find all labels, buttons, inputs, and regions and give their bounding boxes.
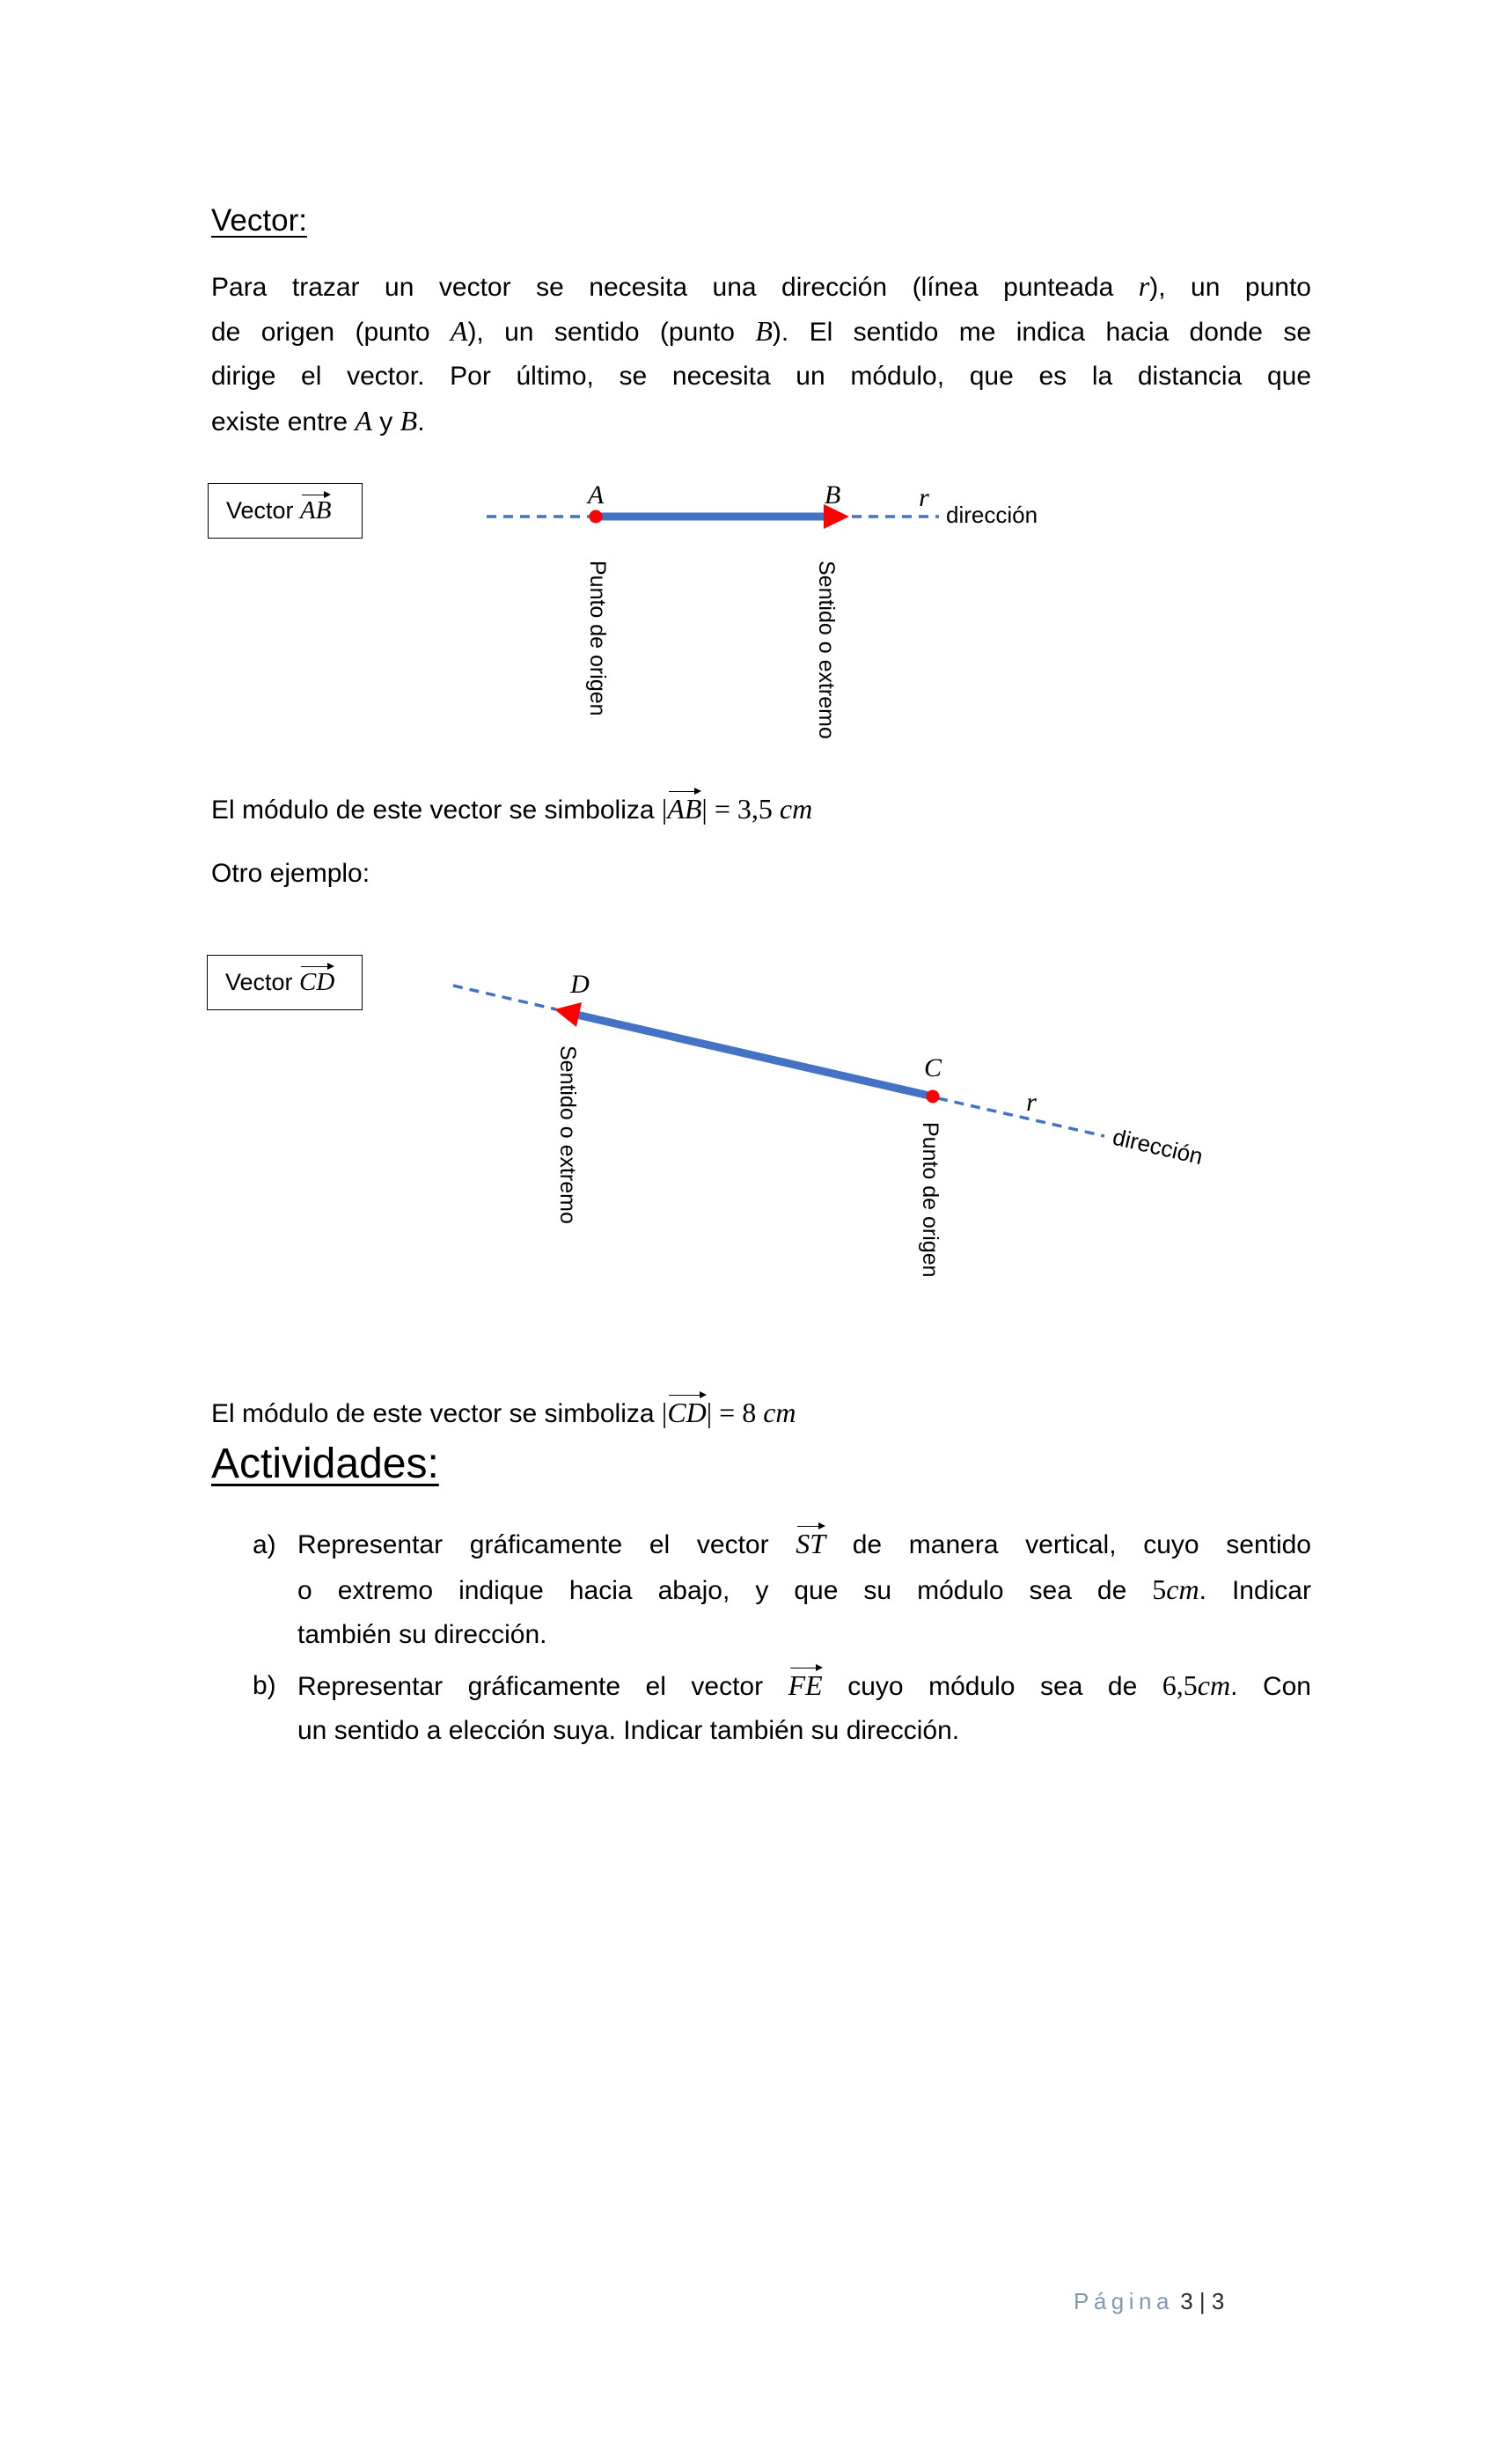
- text-run: también su dirección.: [297, 1620, 547, 1649]
- diagram-vector-cd: [453, 970, 1206, 1278]
- vector-symbol: CD: [299, 968, 335, 996]
- math-value: | = 8: [706, 1397, 764, 1428]
- text-line: [211, 787, 1311, 832]
- math-variable: cm: [763, 1397, 796, 1428]
- list-marker: b): [253, 1671, 276, 1700]
- vector-symbol: AB: [300, 496, 332, 524]
- math-value: 5: [1152, 1573, 1167, 1605]
- activity-item-b: [253, 1663, 1311, 1804]
- activities-heading: Actividades:: [211, 1441, 439, 1487]
- point-label-b: B: [824, 480, 841, 510]
- text-run: .: [417, 407, 425, 436]
- text-run: El módulo de este vector se simboliza: [211, 796, 662, 825]
- math-value: 6,5: [1162, 1669, 1198, 1701]
- text-run: ), un punto: [1149, 273, 1311, 302]
- page-number: 3: [1180, 2288, 1193, 2314]
- point-label-d: D: [570, 970, 590, 999]
- math-value: | = 3,5: [701, 793, 780, 825]
- diagram-vector-ab: [487, 480, 1038, 739]
- text-run: de manera vertical, cuyo sentido: [825, 1530, 1311, 1559]
- text-run: Para trazar un vector se necesita una dirección (línea punteada: [211, 273, 1139, 302]
- math-variable: r: [1138, 270, 1150, 302]
- origin-caption: Punto de origen: [585, 561, 610, 716]
- text-run: ). El sentido me indica hacia donde se: [772, 318, 1311, 347]
- vector-symbol: AB: [667, 793, 702, 825]
- point-label-c: C: [923, 1053, 942, 1082]
- direction-label: dirección: [1110, 1123, 1206, 1170]
- text-run: Otro ejemplo:: [211, 859, 370, 888]
- math-variable: A: [355, 405, 372, 436]
- text-line: [297, 1708, 1311, 1753]
- direction-label: dirección: [946, 502, 1038, 528]
- direction-dashed-line-left: [453, 986, 556, 1009]
- text-run: y: [371, 407, 400, 436]
- list-marker: a): [253, 1530, 276, 1559]
- text-run: un sentido a elección suya. Indicar también su dirección.: [297, 1716, 960, 1745]
- math-value: |: [661, 793, 668, 825]
- end-caption: Sentido o extremo: [814, 561, 839, 739]
- page-label: Página: [1074, 2288, 1174, 2314]
- text-run: cuyo módulo sea de: [822, 1672, 1162, 1701]
- text-run: Representar gráficamente el vector: [297, 1530, 796, 1559]
- activity-item-a: [253, 1522, 1311, 1663]
- text-run: Representar gráficamente el vector: [297, 1672, 788, 1701]
- math-variable: B: [755, 315, 773, 347]
- text-run: ), un sentido (punto: [467, 318, 756, 347]
- vector-box-prefix: Vector: [225, 969, 300, 995]
- activity-text: [297, 1663, 1311, 1753]
- text-line: [297, 1663, 1311, 1708]
- page-footer: [1074, 2286, 1224, 2316]
- text-run: dirige el vector. Por último, se necesita un módulo, que es la distancia que: [211, 362, 1311, 391]
- other-example-label: [211, 851, 1311, 896]
- module-ab-sentence: [211, 787, 1311, 832]
- math-variable: cm: [1166, 1573, 1199, 1605]
- module-cd-sentence: [211, 1390, 1311, 1435]
- text-run: . Con: [1230, 1672, 1311, 1701]
- origin-point-c: [927, 1090, 940, 1104]
- math-variable: cm: [779, 793, 813, 825]
- origin-point-a: [590, 510, 603, 524]
- text-line: [297, 1522, 1311, 1567]
- text-line: [211, 1390, 1311, 1435]
- text-run: de origen (punto: [211, 318, 451, 347]
- text-line: [297, 1612, 1311, 1657]
- end-caption: Sentido o extremo: [555, 1045, 580, 1224]
- text-run: El módulo de este vector se simboliza: [211, 1399, 662, 1428]
- vector-symbol: ST: [796, 1528, 826, 1559]
- vector-cd-shaft: [576, 1015, 933, 1096]
- vector-symbol: FE: [788, 1669, 823, 1701]
- activity-text: [297, 1522, 1311, 1657]
- text-run: . Indicar: [1199, 1576, 1311, 1605]
- math-variable: B: [400, 405, 418, 436]
- text-line: [297, 1567, 1311, 1612]
- text-run: existe entre: [211, 407, 356, 436]
- point-label-a: A: [587, 480, 605, 510]
- page-separator: |: [1199, 2288, 1206, 2314]
- arrowhead-d: [554, 1002, 582, 1027]
- text-run: o extremo indique hacia abajo, y que su módulo sea de: [297, 1576, 1153, 1605]
- math-variable: A: [450, 315, 468, 347]
- page-total: 3: [1211, 2288, 1225, 2314]
- line-label-r: r: [919, 483, 929, 512]
- vector-symbol: CD: [667, 1397, 707, 1428]
- section-heading-vector: Vector:: [211, 203, 307, 238]
- math-value: |: [661, 1397, 668, 1428]
- direction-dashed-line-right: [938, 1098, 1104, 1136]
- line-label-r: r: [1026, 1088, 1037, 1117]
- origin-caption: Punto de origen: [918, 1122, 942, 1278]
- math-variable: cm: [1197, 1669, 1231, 1701]
- vector-box-prefix: Vector: [226, 497, 301, 524]
- text-line: [211, 851, 1311, 896]
